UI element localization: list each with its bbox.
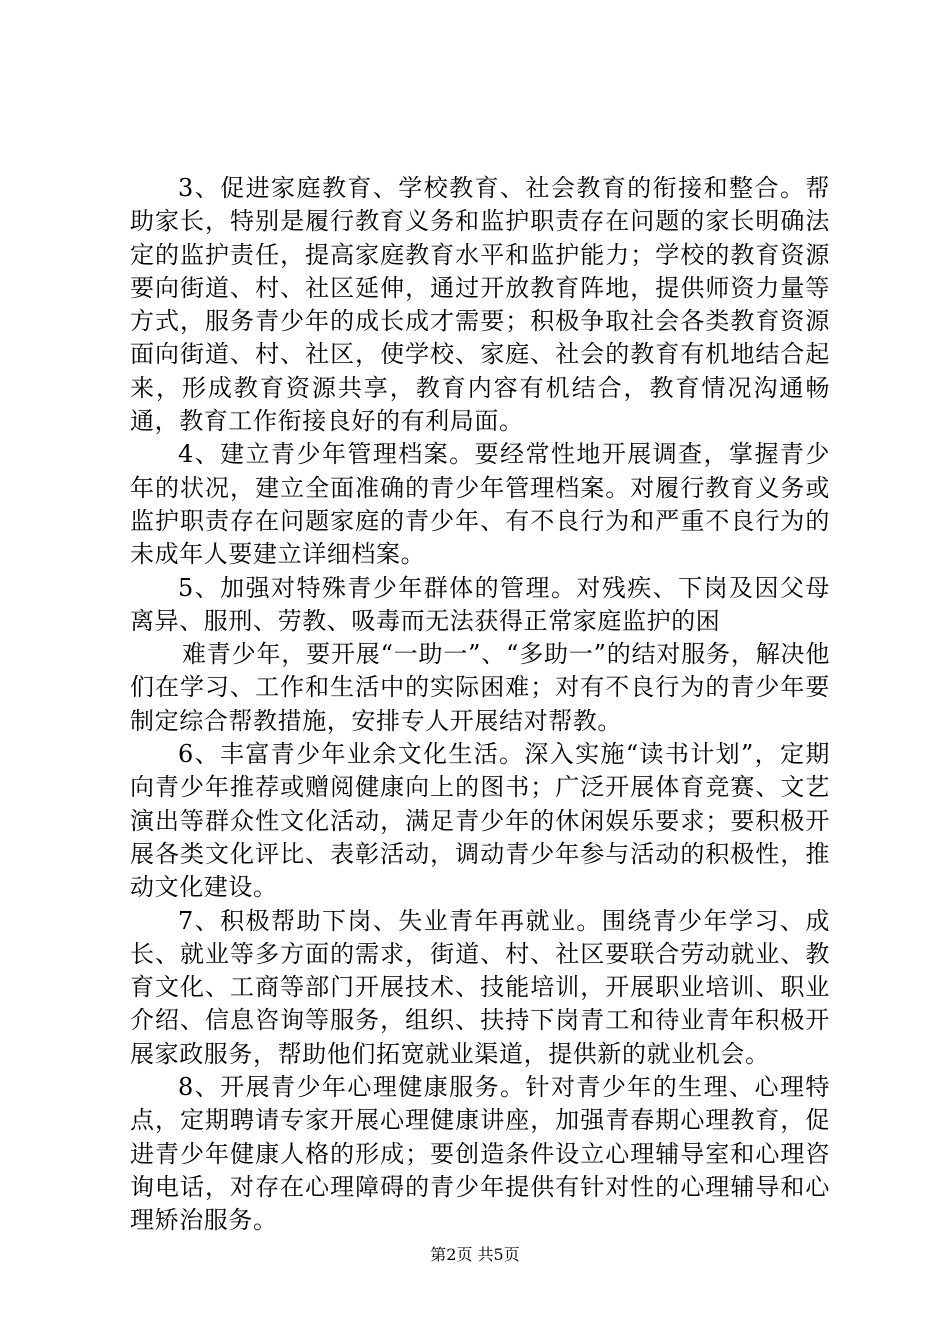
paragraph-item-4: 4、建立青少年管理档案。要经常性地开展调查，掌握青少年的状况，建立全面准确的青少年管理档案。对履行教育义务或监护职责存在问题家庭的青少年、有不良行为和严重不良行为的未成年人要建立详细档案。 <box>130 440 830 569</box>
page-number-footer: 第2页 共5页 <box>430 1245 520 1264</box>
paragraph-item-7: 7、积极帮助下岗、失业青年再就业。围绕青少年学习、成长、就业等多方面的需求，街道、村、社区要联合劳动就业、教育文化、工商等部门开展技术、技能培训，开展职业培训、职业介绍、信息咨询等服务，组织、扶持下岗青工和待业青年积极开展家政服务，帮助他们拓宽就业渠道，提供新的就业机会。 <box>130 906 830 1068</box>
paragraph-item-5: 5、加强对特殊青少年群体的管理。对残疾、下岗及因父母离异、服刑、劳教、吸毒而无法获得正常家庭监护的困 <box>130 573 830 635</box>
paragraph-item-3: 3、促进家庭教育、学校教育、社会教育的衔接和整合。帮助家长，特别是履行教育义务和监护职责存在问题的家长明确法定的监护责任，提高家庭教育水平和监护能力；学校的教育资源要向街道、村、社区延伸，通过开放教育阵地，提供师资力量等方式，服务青少年的成长成才需要；积极争取社会各类教育资源面向街道、村、社区，使学校、家庭、社会的教育有机地结合起来，形成教育资源共享，教育内容有机结合，教育情况沟通畅通，教育工作衔接良好的有利局面。 <box>130 174 830 436</box>
paragraph-item-8: 8、开展青少年心理健康服务。针对青少年的生理、心理特点，定期聘请专家开展心理健康讲座，加强青春期心理教育，促进青少年健康人格的形成；要创造条件设立心理辅导室和心理咨询电话，对存在心理障碍的青少年提供有针对性的心理辅导和心理矫治服务。 <box>130 1073 830 1235</box>
paragraph-item-6: 6、丰富青少年业余文化生活。深入实施“读书计划”，定期向青少年推荐或赠阅健康向上的图书；广泛开展体育竞赛、文艺演出等群众性文化活动，满足青少年的休闲娱乐要求；要积极开展各类文化评比、表彰活动，调动青少年参与活动的积极性，推动文化建设。 <box>130 740 830 902</box>
document-body <box>130 172 830 1238</box>
paragraph-item-5-continued: 难青少年，要开展“一助一”、“多助一”的结对服务，解决他们在学习、工作和生活中的实际困难；对有不良行为的青少年要制定综合帮教措施，安排专人开展结对帮教。 <box>130 640 830 735</box>
